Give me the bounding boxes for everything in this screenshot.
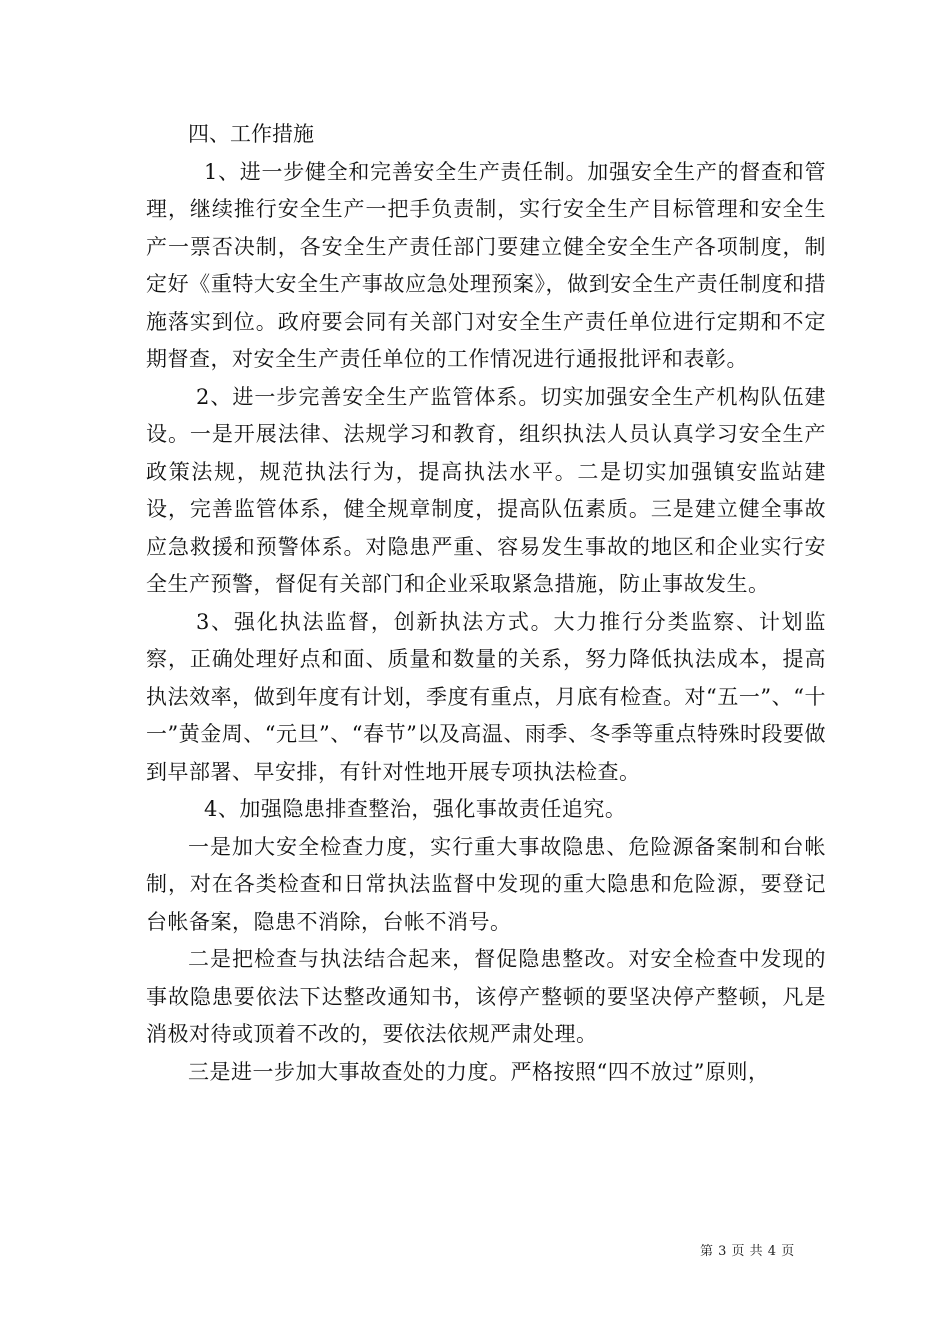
section-heading: 四、工作措施 bbox=[188, 122, 314, 146]
paragraph-5: 一是加大安全检查力度，实行重大事故隐患、危险源备案制和台帐制，对在各类检查和日常执法监督中发现的重大隐患和危险源，要登记台帐备案，隐患不消除，台帐不消号。 bbox=[146, 834, 826, 934]
paragraph-6: 二是把检查与执法结合起来，督促隐患整改。对安全检查中发现的事故隐患要依法下达整改通知书，该停产整顿的要坚决停产整顿，凡是消极对待或顶着不改的，要依法依规严肃处理。 bbox=[146, 947, 826, 1046]
paragraph-3: 3、强化执法监督，创新执法方式。大力推行分类监察、计划监察，正确处理好点和面、质量和数量的关系，努力降低执法成本，提高执法效率，做到年度有计划，季度有重点，月底有检查。对“五一”、“十一”黄金周、“元旦”、“春节”以及高温、雨季、冬季等重点特殊时段要做到早部署、早安排，有针对性地开展专项执法检查。 bbox=[146, 609, 826, 784]
page-number-footer: 第 3 页 共 4 页 bbox=[700, 1244, 795, 1259]
paragraph-1: 1、进一步健全和完善安全生产责任制。加强安全生产的督查和管理，继续推行安全生产一把手负责制，实行安全生产目标管理和安全生产一票否决制，各安全生产责任部门要建立健全安全生产各项制度，制定好《重特大安全生产事故应急处理预案》，做到安全生产责任制度和措施落实到位。政府要会同有关部门对安全生产责任单位进行定期和不定期督查，对安全生产责任单位的工作情况进行通报批评和表彰。 bbox=[146, 159, 826, 371]
paragraph-2: 2、进一步完善安全生产监管体系。切实加强安全生产机构队伍建设。一是开展法律、法规学习和教育，组织执法人员认真学习安全生产政策法规，规范执法行为，提高执法水平。二是切实加强镇安监站建设，完善监管体系，健全规章制度，提高队伍素质。三是建立健全事故应急救援和预警体系。对隐患严重、容易发生事故的地区和企业实行安全生产预警，督促有关部门和企业采取紧急措施，防止事故发生。 bbox=[146, 384, 826, 596]
paragraph-4: 4、加强隐患排查整治，强化事故责任追究。 bbox=[204, 797, 627, 821]
paragraph-7: 三是进一步加大事故查处的力度。严格按照“四不放过”原则， bbox=[188, 1059, 770, 1084]
document-body bbox=[146, 116, 826, 1091]
